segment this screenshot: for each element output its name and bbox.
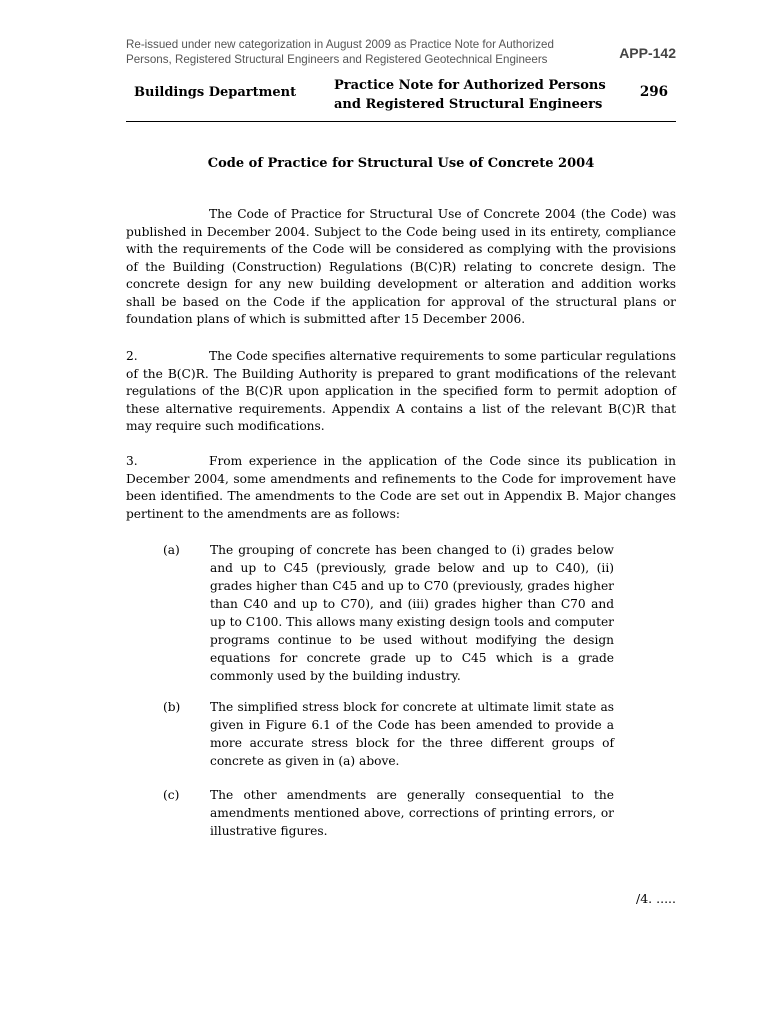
practice-note-title-line1: Practice Note for Authorized Persons (334, 78, 606, 93)
practice-note-title (334, 76, 606, 114)
practice-note-number: 296 (639, 84, 668, 100)
paragraph-2-number: 2. (126, 349, 138, 363)
paragraph-3 (126, 453, 676, 523)
list-item-label: (b) (163, 700, 181, 714)
continuation-marker: /4. ..... (636, 891, 676, 906)
reissue-note-line2: Persons, Registered Structural Engineers and Registered Geotechnical Engineers (126, 53, 548, 66)
paragraph-3-text: From experience in the application of the Code since its publication in December 2004, some amendments and refinements to the Code for improvement have been identified. The amendments to the Code are set out in Appendix B. Major changes pertinent to the amendments are as follows: (126, 454, 676, 521)
paragraph-3-number: 3. (126, 454, 138, 468)
department-name: Buildings Department (134, 85, 297, 100)
paragraph-1 (126, 206, 676, 329)
list-item-text: The simplified stress block for concrete at ultimate limit state as given in Figure 6.1 of the Code has been amended to provide a more accurate stress block for the three different groups of concrete as given in (a) above. (210, 700, 614, 768)
practice-note-title-line2: and Registered Structural Engineers (334, 97, 603, 112)
list-item-text: The grouping of concrete has been changed to (i) grades below and up to C45 (previously, grade below and up to C40), (ii) grades higher than C45 and up to C70 (previously, grades higher than C40 and up to C70), and (iii) grades higher than C70 and up to C100. This allows many existing design tools and computer programs continue to be used without modifying the design equations for concrete grade up to C45 which is a grade commonly used by the building industry. (210, 543, 614, 683)
list-item-text: The other amendments are generally consequential to the amendments mentioned above, corrections of printing errors, or illustrative figures. (210, 788, 614, 838)
paragraph-2 (126, 348, 676, 436)
reissue-note-line1: Re-issued under new categorization in August 2009 as Practice Note for Authorized (126, 38, 554, 51)
paragraph-2-text: The Code specifies alternative requirements to some particular regulations of the B(C)R. The Building Authority is prepared to grant modifications of the relevant regulations of the B(C)R upon application in the specified form to permit adoption of these alternative requirements. Appendix A contains a list of the relevant B(C)R that may require such modifications. (126, 349, 676, 433)
list-item-label: (c) (163, 788, 180, 802)
document-header (126, 76, 676, 122)
app-code: APP-142 (619, 45, 676, 61)
reissue-note (126, 37, 616, 67)
paragraph-1-text: The Code of Practice for Structural Use of Concrete 2004 (the Code) was published in December 2004. Subject to the Code being used in its entirety, compliance with the requirements of the Code will be considered as complying with the provisions of the Building (Construction) Regulations (B(C)R) relating to concrete design. The concrete design for any new building development or alteration and addition works shall be based on the Code if the application for approval of the structural plans or foundation plans of which is submitted after 15 December 2006. (126, 207, 676, 326)
list-item-label: (a) (163, 543, 180, 557)
document-title: Code of Practice for Structural Use of Concrete 2004 (207, 156, 595, 171)
